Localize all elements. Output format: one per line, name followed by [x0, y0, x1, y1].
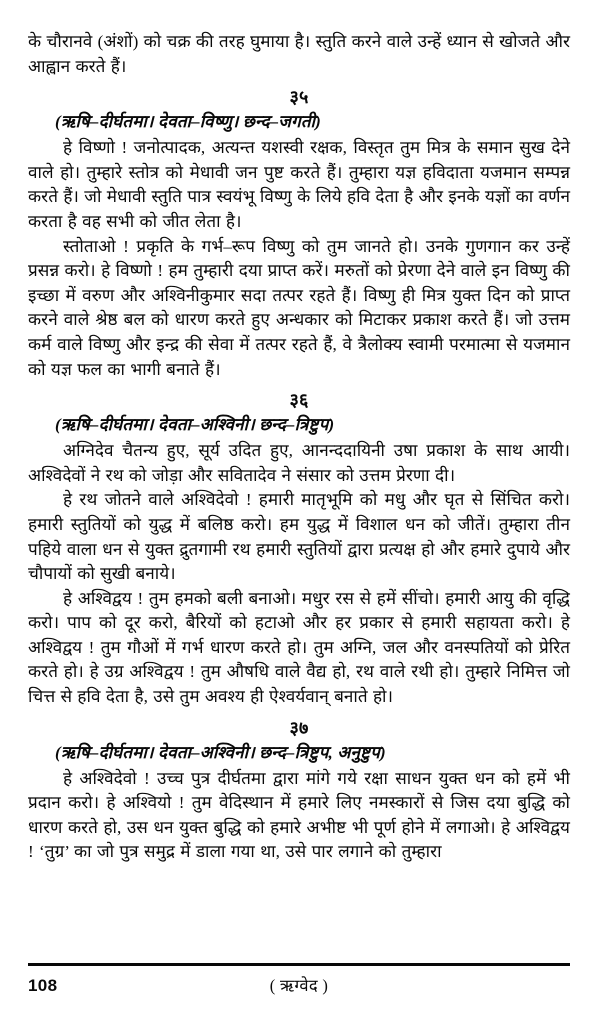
book-title: ( ऋग्वेद )	[269, 976, 329, 995]
section-attribution-37: (ऋषि–दीर्घतमा। देवता–अश्विनी। छन्द–त्रिष्टुप, अनुष्टुप)	[55, 742, 386, 762]
section-36	[28, 388, 570, 710]
section-36-paragraph-3: हे अश्विद्वय ! तुम हमको बली बनाओ। मधुर रस से हमें सींचो। हमारी आयु की वृद्धि करो। पाप को दूर करो, बैरियों को हटाओ और हर प्रकार से हमारी सहायता करो। हे अश्विद्वय ! तुम गौओं में गर्भ धारण करते हो। तुम अग्नि, जल और वनस्पतियों को प्रेरित करते हो। हे उग्र अश्विद्वय ! तुम औषधि वाले वैद्य हो, रथ वाले रथी हो। तुम्हारे निमित्त जो चित्त से हवि देता है, उसे तुम अवश्य ही ऐश्वर्यवान् बनाते हो।	[28, 588, 570, 707]
section-35-paragraph-1: हे विष्णो ! जनोत्पादक, अत्यन्त यशस्वी रक्षक, विस्तृत तुम मित्र के समान सुख देने वाले हो। तुम्हारे स्तोत्र को मेधावी जन पुष्ट करते हैं। तुम्हारा यज्ञ हविदाता यजमान सम्पन्न करते हैं। जो मेधावी स्तुति पात्र स्वयंभू विष्णु के लिये हवि देता है और इनके यज्ञों का वर्णन करता है वह सभी को जीत लेता है।	[28, 138, 570, 231]
section-37	[28, 716, 570, 865]
section-attribution-36: (ऋषि–दीर्घतमा। देवता–अश्विनी। छन्द–त्रिष्टुप)	[55, 415, 335, 435]
page-number: 108	[28, 976, 58, 995]
section-36-paragraph-2: हे रथ जोतने वाले अश्विदेवो ! हमारी मातृभूमि को मधु और घृत से सिंचित करो। हमारी स्तुतियों को युद्ध में बलिष्ठ करो। हम युद्ध में विशाल धन को जीतें। तुम्हारा तीन पहिये वाला धन से युक्त द्रुतगामी रथ हमारी स्तुतियों द्वारा प्रत्यक्ष हो और हमारे दुपाये और चौपायों को सुखी बनाये।	[28, 490, 570, 584]
section-35-paragraph-2: स्तोताओ ! प्रकृति के गर्भ–रूप विष्णु को तुम जानते हो। उनके गुणगान कर उन्हें प्रसन्न करो। हे विष्णो ! हम तुम्हारी दया प्राप्त करें। मरुतों को प्रेरणा देने वाले इन विष्णु की इच्छा में वरुण और अश्विनीकुमार सदा तत्पर रहते हैं। विष्णु ही मित्र युक्त दिन को प्राप्त करने वाले श्रेष्ठ बल को धारण करते हुए अन्धकार को मिटाकर प्रकाश करते हैं। जो उत्तम कर्म वाले विष्णु और इन्द्र की सेवा में तत्पर रहते हैं, वे त्रैलोक्य स्वामी परमात्मा से यजमान को यज्ञ फल का भागी बनाते हैं।	[28, 236, 570, 379]
section-number-35: ३५	[289, 87, 309, 108]
section-number-36: ३६	[289, 390, 309, 411]
section-37-paragraph-1: हे अश्विदेवो ! उच्च पुत्र दीर्घतमा द्वारा मांगे गये रक्षा साधन युक्त धन को हमें भी प्रदान करो। हे अश्वियो ! तुम वेदिस्थान में हमारे लिए नमस्कारों से जिस दया बुद्धि को धारण करते हो, उस धन युक्त बुद्धि को हमारे अभीष्ट भी पूर्ण होने में लगाओ। हे अश्विद्वय ! ‘तुग्र’ का जो पुत्र समुद्र में डाला गया था, उसे पार लगाने को तुम्हारा	[28, 768, 570, 862]
section-36-paragraph-1: अग्निदेव चैतन्य हुए, सूर्य उदित हुए, आनन्ददायिनी उषा प्रकाश के साथ आयी। अश्विदेवों ने रथ को जोड़ा और सवितादेव ने संसार को उत्तम प्रेरणा दी।	[28, 441, 570, 485]
page-footer	[28, 974, 570, 1004]
section-attribution-35: (ऋषि–दीर्घतमा। देवता–विष्णु। छन्द–जगती)	[55, 112, 321, 132]
footer-divider	[28, 963, 570, 966]
section-number-37: ३७	[289, 717, 309, 738]
continued-paragraph: के चौरानवे (अंशों) को चक्र की तरह घुमाया है। स्तुति करने वाले उन्हें ध्यान से खोजते और आह्वान करते हैं।	[28, 32, 570, 76]
section-35	[28, 85, 570, 382]
